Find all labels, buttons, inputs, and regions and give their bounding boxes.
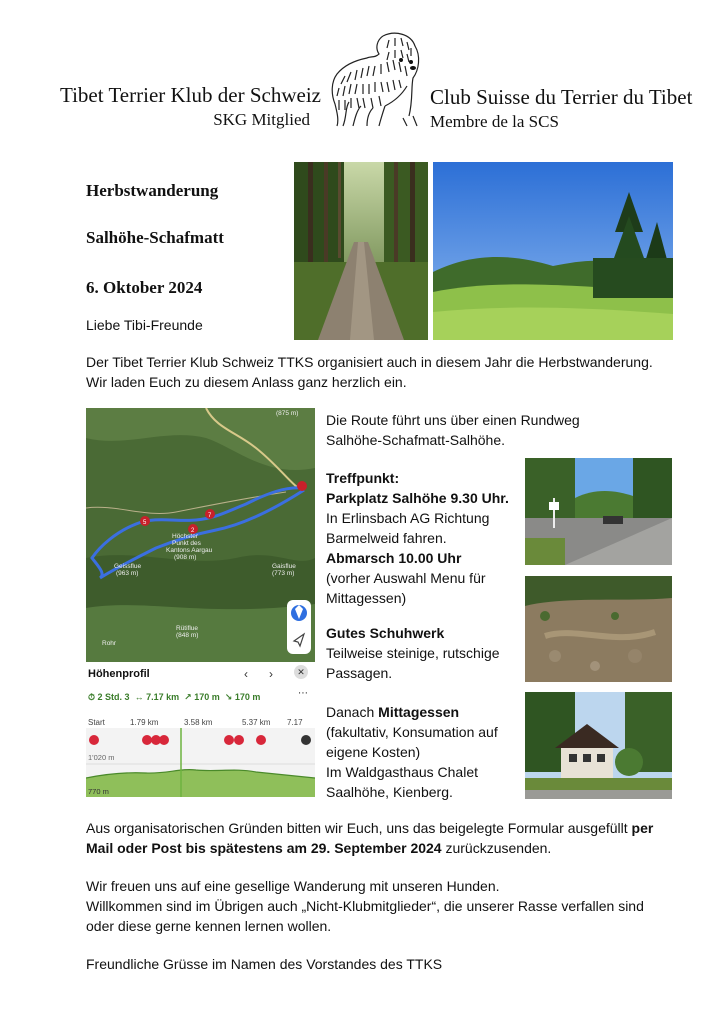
intro-line-2: Wir laden Euch zu diesem Anlass ganz herzlich ein. xyxy=(86,374,407,390)
map-label-ruetiflue-2: (848 m) xyxy=(176,632,199,639)
meeting-directions-1: In Erlinsbach AG Richtung xyxy=(326,510,490,526)
profile-elev-high: 1'020 m xyxy=(88,753,115,762)
shoes-section xyxy=(326,623,526,683)
map-label-top: (875 m) xyxy=(276,410,299,417)
meeting-note-2: Mittagessen) xyxy=(326,590,407,606)
route-line-1: Die Route führt uns über einen Rundweg xyxy=(326,412,580,428)
route-description xyxy=(326,410,580,450)
registration-part-2: zurückzusenden. xyxy=(441,840,552,856)
poi-marker[interactable] xyxy=(234,735,244,745)
header-right xyxy=(430,84,710,134)
chevron-left-icon[interactable]: ‹ xyxy=(244,667,248,681)
meeting-note-1: (vorher Auswahl Menu für xyxy=(326,570,486,586)
distance-icon: ↔ xyxy=(134,692,144,702)
map-label-rohr: Rohr xyxy=(102,640,117,647)
map-label-hoechster-2: Punkt des xyxy=(172,540,201,547)
rocky-path-photo xyxy=(525,576,672,682)
closing-line-3: oder diese gerne kennen lernen wollen. xyxy=(86,918,332,934)
map-label-ruetiflue-1: Rütiflue xyxy=(176,625,199,632)
forest-path-photo xyxy=(294,162,428,340)
closing-line-2: Willkommen sind im Übrigen auch „Nicht-Klubmitglieder“, die unserer Rasse verfallen sind xyxy=(86,898,644,914)
tibetan-terrier-dog-icon xyxy=(323,26,427,130)
profile-km-4: 7.17 xyxy=(287,718,303,727)
regards: Freundliche Grüsse im Namen des Vorstandes des TTKS xyxy=(86,956,443,972)
map-label-geissflue-1: Geissflue xyxy=(114,563,142,570)
registration-paragraph xyxy=(86,818,706,858)
profile-chart[interactable] xyxy=(86,728,315,797)
club-name-fr: Club Suisse du Terrier du Tibet xyxy=(430,85,693,109)
profile-title: Höhenprofil xyxy=(88,668,150,680)
profile-km-start: Start xyxy=(88,718,105,727)
header-left xyxy=(60,82,321,132)
meeting-directions-2: Barmelweid fahren. xyxy=(326,530,447,546)
clock-icon: ⏱ xyxy=(88,692,96,702)
lunch-line-3: Im Waldgasthaus Chalet xyxy=(326,764,478,780)
more-options-icon[interactable]: ⋯ xyxy=(298,688,308,699)
lunch-line-2: eigene Kosten) xyxy=(326,744,421,760)
departure-time: Abmarsch 10.00 Uhr xyxy=(326,550,462,566)
lunch-line-4: Saalhöhe, Kienberg. xyxy=(326,784,453,800)
elevation-profile xyxy=(86,662,315,797)
descent-icon: ↘ xyxy=(224,692,233,702)
meeting-label: Treffpunkt: xyxy=(326,470,400,486)
registration-part-1: Aus organisatorischen Gründen bitten wir Euch, uns das beigelegte Formular ausgefüllt xyxy=(86,820,632,836)
intro-paragraph xyxy=(86,352,706,392)
poi-marker[interactable] xyxy=(142,735,152,745)
map-label-gaisflue-1: Gaisflue xyxy=(272,563,296,570)
map-label-hoechster-3: Kantons Aargau xyxy=(166,547,213,554)
poi-marker[interactable] xyxy=(256,735,266,745)
greeting: Liebe Tibi-Freunde xyxy=(86,317,203,333)
map-label-geissflue-2: (963 m) xyxy=(116,570,139,577)
chalet-photo xyxy=(525,692,672,799)
route-line-2: Salhöhe-Schafmatt-Salhöhe. xyxy=(326,432,505,448)
intro-line-1: Der Tibet Terrier Klub Schweiz TTKS organisiert auch in diesem Jahr die Herbstwanderung. xyxy=(86,354,653,370)
profile-km-2: 3.58 km xyxy=(184,718,213,727)
lunch-line-1: (fakultativ, Konsumation auf xyxy=(326,724,498,740)
profile-descent: 170 m xyxy=(234,692,261,702)
club-name-de: Tibet Terrier Klub der Schweiz xyxy=(60,83,321,107)
profile-stats xyxy=(88,692,260,703)
shoes-label: Gutes Schuhwerk xyxy=(326,625,445,641)
event-route-name: Salhöhe-Schafmatt xyxy=(86,228,224,247)
poi-marker[interactable] xyxy=(89,735,99,745)
map-label-hoechster-1: Höchster xyxy=(172,533,199,540)
meeting-place: Parkplatz Salhöhe 9.30 Uhr. xyxy=(326,490,509,506)
close-icon[interactable]: ✕ xyxy=(294,665,308,679)
map-marker-7[interactable]: 7 xyxy=(208,513,212,519)
profile-distance: 7.17 km xyxy=(146,692,180,702)
shoes-line-1: Teilweise steinige, rutschige xyxy=(326,645,500,661)
landscape-photo xyxy=(433,162,673,340)
poi-marker[interactable] xyxy=(159,735,169,745)
lunch-section xyxy=(326,702,526,802)
map-marker-2[interactable]: 2 xyxy=(191,528,195,534)
shoes-line-2: Passagen. xyxy=(326,665,393,681)
profile-km-1: 1.79 km xyxy=(130,718,159,727)
profile-km-3: 5.37 km xyxy=(242,718,271,727)
registration-bold-1: per xyxy=(631,820,654,836)
membership-de: SKG Mitglied xyxy=(213,110,310,129)
map-label-gaisflue-2: (773 m) xyxy=(272,570,295,577)
map-label-hoechster-4: (908 m) xyxy=(174,554,197,561)
parking-photo xyxy=(525,458,672,565)
event-date: 6. Oktober 2024 xyxy=(86,278,203,297)
poi-marker[interactable] xyxy=(224,735,234,745)
chevron-right-icon[interactable]: › xyxy=(269,667,273,681)
lunch-label: Mittagessen xyxy=(378,704,460,720)
route-map[interactable] xyxy=(86,408,315,662)
registration-bold-2: Mail oder Post bis spätestens am 29. September 2024 xyxy=(86,840,442,856)
camera-icon[interactable] xyxy=(301,735,311,745)
event-title: Herbstwanderung xyxy=(86,181,219,200)
meeting-section xyxy=(326,468,526,608)
profile-duration: 2 Std. 3 xyxy=(97,692,130,702)
map-marker-5[interactable]: 5 xyxy=(143,520,147,526)
closing-line-1: Wir freuen uns auf eine gesellige Wanderung mit unseren Hunden. xyxy=(86,878,500,894)
ascent-icon: ↗ xyxy=(184,692,192,702)
membership-fr: Membre de la SCS xyxy=(430,112,559,131)
profile-elev-low: 770 m xyxy=(88,787,109,796)
closing-paragraph xyxy=(86,876,716,936)
lunch-prefix: Danach xyxy=(326,704,379,720)
profile-ascent: 170 m xyxy=(194,692,220,702)
